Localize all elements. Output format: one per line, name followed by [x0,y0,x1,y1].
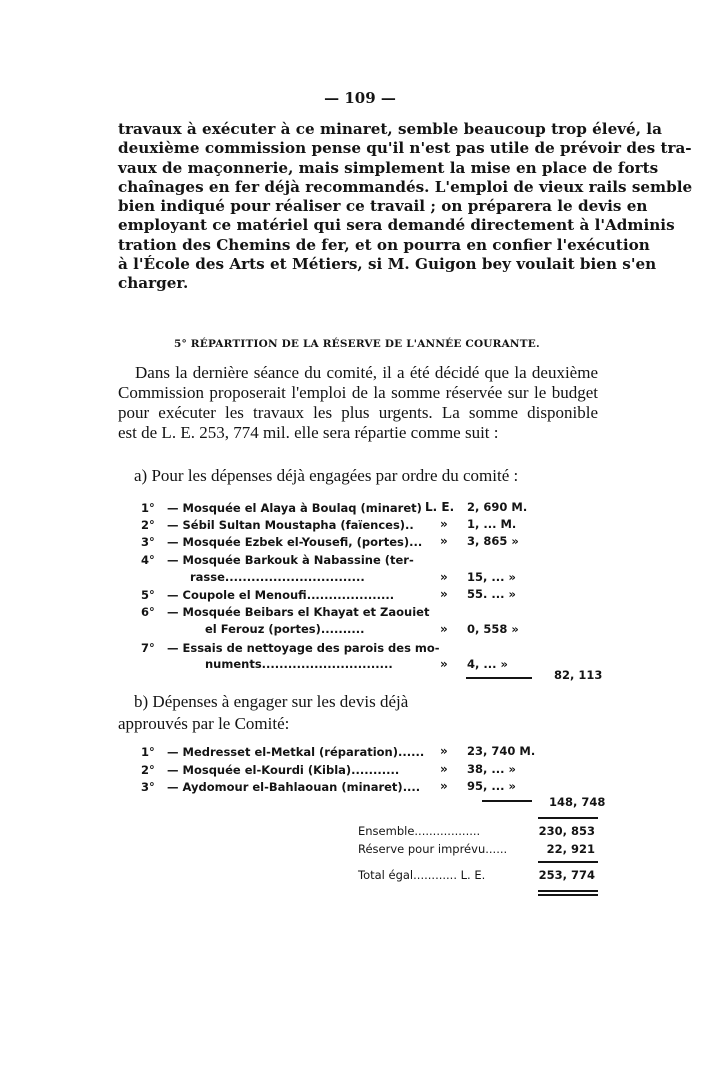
sum-rule [482,800,532,802]
paragraph-line: pour exécuter les travaux les plus urgents. La somme disponible [118,403,598,422]
currency-mark: L. E. [425,500,455,514]
reserve-label: Réserve pour imprévu...... [358,842,508,856]
item-text: — Mosquée Beibars el Khayat et Zaouiet [167,605,430,619]
part-a-item [141,534,422,550]
sum-rule [538,861,598,863]
total-value: 253, 774 [538,868,595,882]
paragraph-line: travaux à exécuter à ce minaret, semble beaucoup trop élevé, la [118,120,662,138]
item-amount: 55. ... » [467,587,516,601]
double-rule-top [538,890,598,892]
part-a-item [141,604,429,620]
ditto-mark: » [440,744,448,758]
ditto-mark: » [440,762,448,776]
part-b-item [141,762,399,778]
item-amount: 3, 865 » [467,534,519,548]
item-continuation: numents.............................. [205,657,393,671]
item-amount: 23, 740 M. [467,744,536,758]
item-text: — Mosquée el-Kourdi (Kibla)........... [167,763,400,777]
item-amount: 15, ... » [467,570,516,584]
item-continuation: rasse................................ [190,570,365,584]
sum-rule [538,817,598,819]
paragraph-line: bien indiqué pour réaliser ce travail ; on préparera le devis en [118,197,648,216]
item-number: 6° [141,605,155,619]
part-a-heading: a) Pour les dépenses déjà engagées par ordre du comité : [134,466,519,485]
page-number: — 109 — [324,89,396,107]
part-b-subtotal: 148, 748 [549,795,606,809]
item-number: 7° [141,641,155,655]
item-continuation: el Ferouz (portes).......... [205,622,365,636]
paragraph-line: à l'École des Arts et Métiers, si M. Guigon bey voulait bien s'en [118,255,657,274]
part-b-item [141,744,424,760]
total-label: Total égal............ L. E. [358,868,486,882]
sum-rule [466,677,532,679]
item-number: 1° [141,501,155,515]
paragraph-line: chaînages en fer déjà recommandés. L'emploi de vieux rails semble [118,177,693,196]
item-amount: 2, 690 M. [467,500,528,514]
part-a-item [141,640,440,656]
paragraph-line: est de L. E. 253, 774 mil. elle sera répartie comme suit : [118,423,499,442]
part-a-item [141,517,414,533]
paragraph-line: charger. [118,274,189,293]
ditto-mark: » [440,779,448,793]
item-amount: 38, ... » [467,762,516,776]
part-a-item [141,587,394,603]
item-text: — Medresset el-Metkal (réparation)...... [167,745,425,759]
item-number: 2° [141,518,155,532]
heading-line: approuvés par le Comité: [118,714,290,733]
item-number: 1° [141,745,155,759]
item-amount: 0, 558 » [467,622,519,636]
paragraph-line: deuxième commission pense qu'il n'est pas utile de prévoir des tra- [118,139,692,158]
item-number: 4° [141,553,155,567]
item-amount: 4, ... » [467,657,508,671]
double-rule-bottom [538,894,598,896]
intro-paragraph [118,120,693,294]
item-text: — Mosquée Ezbek el-Yousefi, (portes)... [167,535,423,549]
ditto-mark: » [440,657,448,671]
section-paragraph [118,363,598,443]
reserve-value: 22, 921 [546,842,595,856]
section-heading: 5° RÉPARTITION DE LA RÉSERVE DE L'ANNÉE COURANTE. [174,338,540,350]
item-number: 3° [141,535,155,549]
item-text: — Sébil Sultan Moustapha (faïences).. [167,518,414,532]
paragraph-line: employant ce matériel qui sera demandé directement à l'Adminis [118,216,675,235]
ditto-mark: » [440,587,448,601]
part-b-heading [118,691,498,735]
paragraph-line: vaux de maçonnerie, mais simplement la mise en place de forts [118,158,659,177]
part-a-subtotal: 82, 113 [554,668,603,682]
ensemble-value: 230, 853 [538,824,595,838]
part-a-item [141,552,414,568]
item-text: — Essais de nettoyage des parois des mo- [167,641,440,655]
item-text: — Aydomour el-Bahlaouan (minaret).... [167,780,421,794]
paragraph-line: Dans la dernière séance du comité, il a été décidé que la deuxième [135,363,598,382]
ditto-mark: » [440,622,448,636]
ditto-mark: » [440,570,448,584]
item-text: — Mosquée Barkouk à Nabassine (ter- [167,553,414,567]
part-b-item [141,779,420,795]
ditto-mark: » [440,534,448,548]
item-number: 2° [141,763,155,777]
paragraph-line: Commission proposerait l'emploi de la somme réservée sur le budget [118,383,598,402]
paragraph-line: tration des Chemins de fer, et on pourra en confier l'exécution [118,235,650,254]
ensemble-label: Ensemble.................. [358,824,481,838]
item-number: 5° [141,588,155,602]
ditto-mark: » [440,517,448,531]
item-number: 3° [141,780,155,794]
item-amount: 1, ... M. [467,517,517,531]
item-text: — Mosquée el Alaya à Boulaq (minaret) [167,501,422,515]
item-text: — Coupole el Menoufi.................... [167,588,395,602]
heading-line: b) Dépenses à engager sur les devis déjà [134,692,409,711]
item-amount: 95, ... » [467,779,516,793]
part-a-item [141,500,422,516]
